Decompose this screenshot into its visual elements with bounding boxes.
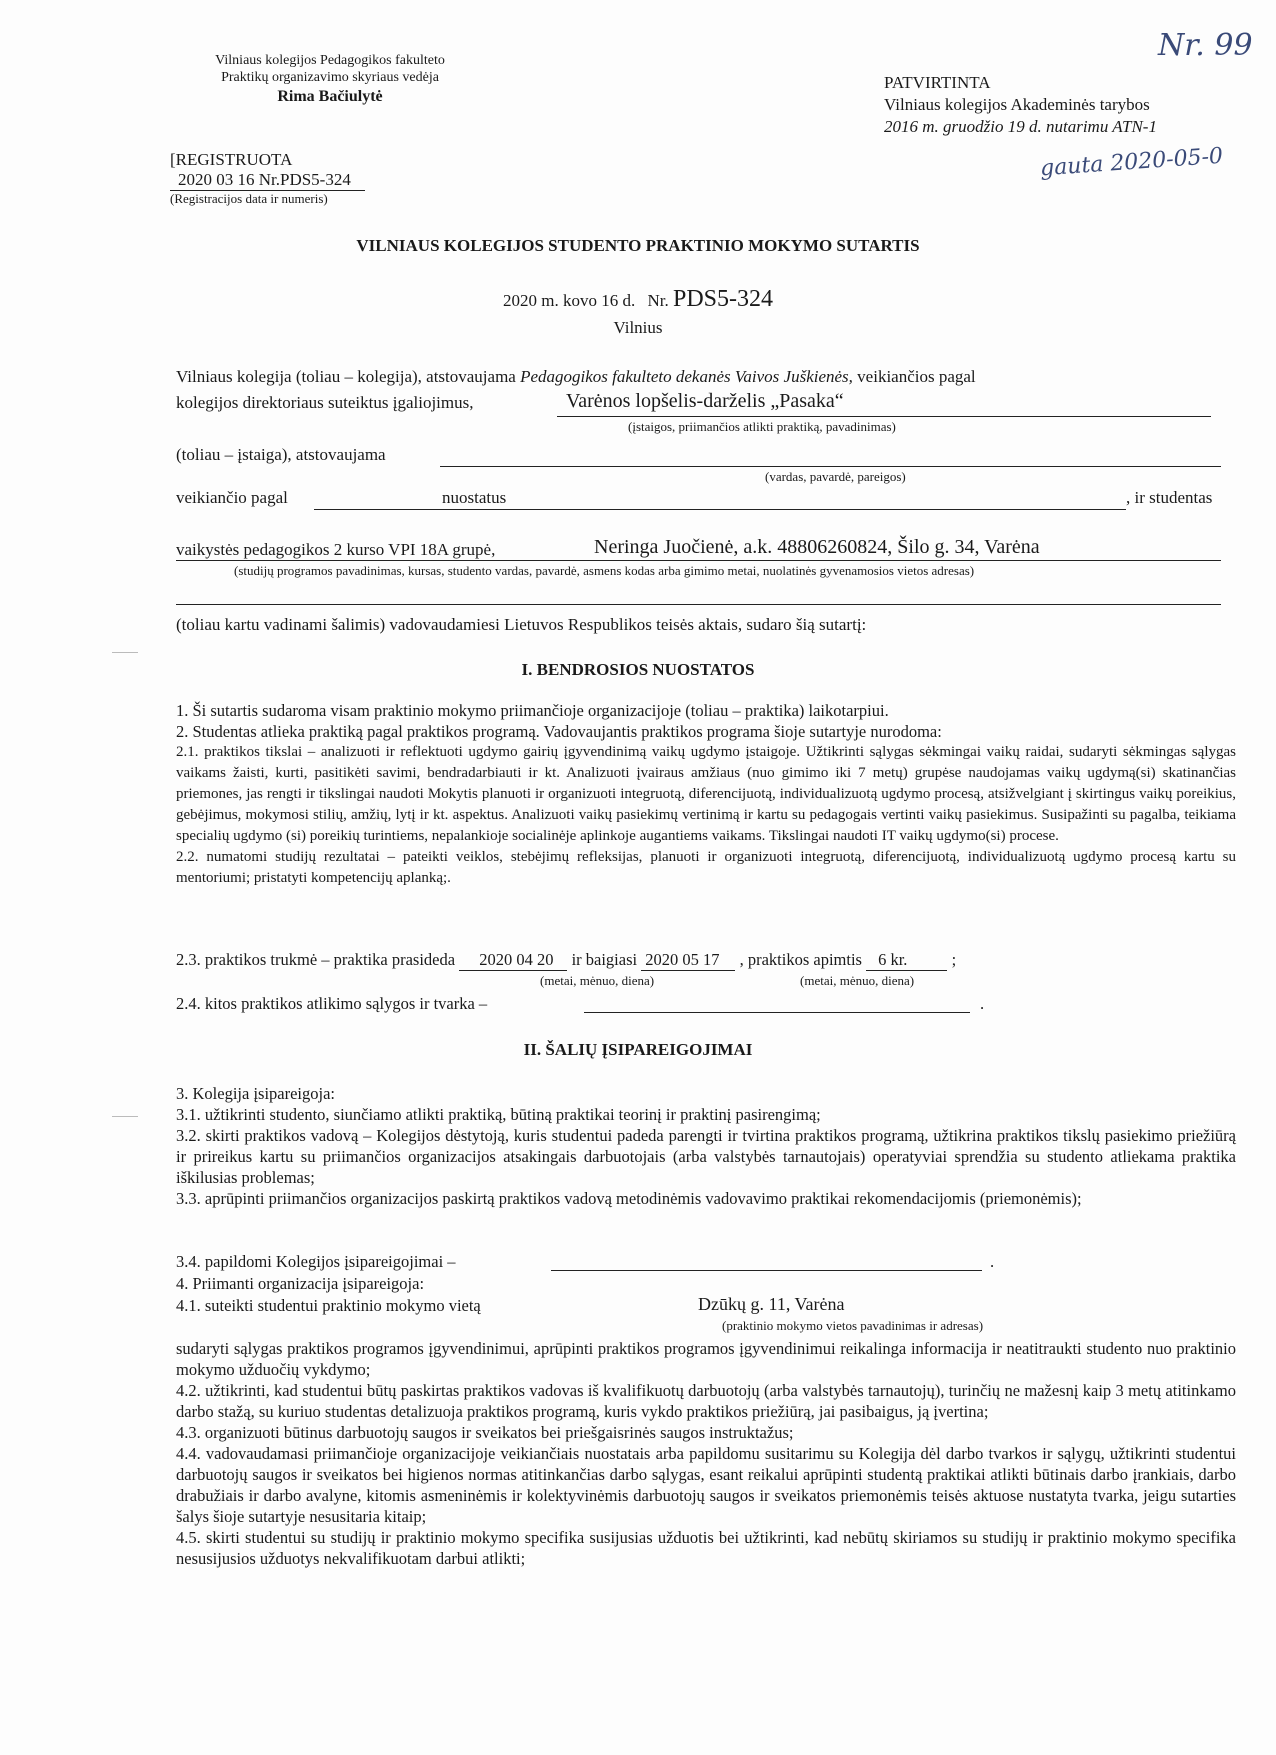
clause-4-4: 4.4. vadovaudamasi priimančioje organizacijoje veikiančiais nuostatais arba papildomu susitarimu su Kolegija dėl darbo tvarkos ir sąlygų, užtikrinti studentui darbuotojų saugos ir sveikatos bei higienos normas atitinkančias darbo sąlygas, esant reikalui aprūpinti studentą praktikai atlikti būtinais darbo įrankiais, darbo drabužiais ir darbo avalyne, kitomis asmeninėmis ir kolektyvinėmis darbuotojų saugos ir sveikatos priemonėmis teisės aktuose nustatyta tvarka, jeigu sutarties šalys šioje sutartyje nesusitaria kitaip;	[176, 1444, 1236, 1526]
clause-2-1: 2.1. praktikos tikslai – analizuoti ir reflektuoti ugdymo gairių įgyvendinimą vaikų ugdymo įstaigoje. Užtikrinti sąlygas sėkmingai vaikų raidai, sudaryti sėkmingas sąlygas vaikams žaisti, kurti, pasitikėti savimi, bendradarbiauti ir kt. Analizuoti įvairaus amžiaus (nuo gimimo iki 7 metų) grupėse naudojamas vaikų ugdymą(si) skatinančias priemones, jas rengti ir tikslingai naudoti Mokytis planuoti ir organizuoti integruotą, diferencijuotą, individualizuotą ugdymo procesą, atsižvelgiant į skirtingus vaikų poreikius, gebėjimus, mokymosi stilių, amžių, lytį ir kt. aspektus. Analizuoti vaikų pasiekimų vertinimą ir kartu su pedagogais vertinti vaikų pasiekimus. Susipažinti su pagalba, teikiama specialių ugdymo (si) poreikių turintiems, nepalankioje socialinėje aplinkoje augantiems vaikams. Tikslingai naudoti IT vaikų ugdymo(si) procese.	[176, 744, 1236, 844]
intro-p4-end: , ir studentas	[1126, 488, 1213, 507]
department-line: Praktikų organizavimo skyriaus vedėja	[221, 70, 439, 85]
institution-caption: (įstaigos, priimančios atlikti praktiką, pavadinimas)	[628, 419, 896, 434]
intro-p2-line	[176, 393, 473, 413]
practice-end: 2020 05 17	[641, 950, 735, 971]
clause-2-4: 2.4. kitos praktikos atlikimo sąlygos ir tvarka –	[176, 994, 488, 1013]
clause-4-1: 4.1. suteikti studentui praktinio mokymo vietą	[176, 1296, 481, 1315]
registration-block	[170, 150, 365, 207]
intro-p1-italic: Pedagogikos fakulteto dekanės Vaivos Juškienės,	[520, 367, 853, 386]
practice-place-caption: (praktinio mokymo vietos pavadinimas ir adresas)	[722, 1318, 984, 1333]
basis-underline	[314, 509, 1126, 510]
header-left-block	[180, 52, 480, 105]
representative-caption: (vardas, pavardė, pareigos)	[765, 469, 906, 484]
registration-caption: (Registracijos data ir numeris)	[170, 191, 328, 206]
contract-city: Vilnius	[613, 318, 663, 337]
clause-4: 4. Priimanti organizacija įsipareigoja:	[176, 1274, 425, 1293]
clause-3: 3. Kolegija įsipareigoja:	[176, 1084, 335, 1103]
section2-heading: II. ŠALIŲ ĮSIPAREIGOJIMAI	[523, 1040, 753, 1059]
margin-mark-1	[112, 652, 138, 653]
clause-1: 1. Ši sutartis sudaroma visam praktinio mokymo priimančioje organizacijoje (toliau – praktika) laikotarpiui.	[176, 701, 889, 720]
student-caption: (studijų programos pavadinimas, kursas, studento vardas, pavardė, asmens kodas arba gimimo metai, nuolatinės gyvenamosios vietos adresas)	[234, 563, 975, 578]
intro-block	[176, 365, 1236, 389]
clause-2-3-b: ir baigiasi	[571, 950, 638, 969]
approval-line1: Vilniaus kolegijos Akademinės tarybos	[884, 95, 1150, 114]
clause-2: 2. Studentas atlieka praktiką pagal praktikos programą. Vadovaujantis praktikos programa šioje sutartyje nurodoma:	[176, 722, 942, 741]
section1-body	[176, 700, 1236, 889]
start-date-caption: (metai, mėnuo, diena)	[540, 973, 655, 988]
clause-4-1-cont: sudaryti sąlygas praktikos programos įgyvendinimui, aprūpinti praktikos programos įgyvendinimui reikalinga informacija ir neatitraukti studento nuo praktinio mokymo užduočių vykdymo;	[176, 1339, 1236, 1379]
basis-value: nuostatus	[442, 488, 507, 507]
handwritten-received-date: gauta 2020-05-0	[1039, 143, 1224, 182]
clause-4-3: 4.3. organizuoti būtinus darbuotojų saugos ir sveikatos bei priešgaisrinės saugos instruktažus;	[176, 1423, 794, 1442]
clause-3-1: 3.1. užtikrinti studento, siunčiamo atlikti praktiką, būtiną praktikai teorinį ir praktinį pasirengimą;	[176, 1105, 821, 1124]
practice-credits: 6 kr.	[866, 950, 947, 971]
clause-3-3: 3.3. aprūpinti priimančios organizacijos paskirtą praktikos vadovą metodinėmis vadovavimo praktikai rekomendacijomis (priemonėmis);	[176, 1189, 1082, 1208]
intro-p1-end: veikiančios pagal	[857, 367, 976, 386]
clause-4-5: 4.5. skirti studentui su studijų ir praktinio mokymo specifika susijusias užduotis bei užtikrinti, kad nebūtų skiriamos su studijų ir praktinio mokymo specifika nesusijusios užduotys nekvalifikuotam darbui atlikti;	[176, 1528, 1236, 1568]
intro-p2: kolegijos direktoriaus suteiktus įgaliojimus,	[176, 393, 474, 412]
clause-2-3-d: ;	[951, 950, 957, 969]
intro-p4: veikiančio pagal	[176, 488, 288, 507]
approval-line2: 2016 m. gruodžio 19 d. nutarimu ATN-1	[884, 117, 1157, 136]
representative-underline	[440, 466, 1221, 467]
intro-p1: Vilniaus kolegija (toliau – kolegija), atstovaujama	[176, 367, 516, 386]
margin-mark-2	[112, 1116, 138, 1117]
practice-start: 2020 04 20	[459, 950, 567, 971]
institution-underline	[557, 416, 1211, 417]
practice-place: Dzūkų g. 11, Varėna	[698, 1294, 845, 1314]
date-line	[0, 286, 1276, 313]
registration-label: [REGISTRUOTA	[170, 150, 293, 169]
clause-2-2: 2.2. numatomi studijų rezultatai – pateikti veiklos, stebėjimų refleksijas, planuoti ir organizuoti integruotą, diferencijuotą, individualizuotą ugdymo procesą kartu su mentoriumi; pristatyti kompetencijų aplanką;.	[176, 849, 1236, 886]
clause-2-4-underline	[584, 1012, 970, 1013]
clause-2-3-row	[176, 950, 956, 971]
approved-label: PATVIRTINTA	[884, 73, 991, 92]
clause-3-4-dot: .	[990, 1252, 995, 1271]
faculty-line: Vilniaus kolegijos Pedagogikos fakulteto	[215, 53, 445, 68]
section2-body-a	[176, 1083, 1236, 1209]
student-value: Neringa Juočienė, a.k. 48806260824, Šilo g. 34, Varėna	[594, 536, 1040, 558]
clause-2-4-dot: .	[980, 994, 985, 1013]
clause-3-4-underline	[551, 1270, 982, 1271]
section1-heading: I. BENDROSIOS NUOSTATOS	[521, 660, 755, 679]
handwritten-number: Nr. 99	[1158, 28, 1253, 63]
clause-4-2: 4.2. užtikrinti, kad studentui būtų paskirtas praktikos vadovas iš kvalifikuotų darbuotojų (arba valstybės tarnautojų), turinčių ne mažesnį kaip 3 metų atitinkamo darbo stažą, su kuriuo studentas detalizuoja praktikos programą, kuris vykdo praktikos priežiūrą, jai pasibaigus, ją įvertina;	[176, 1381, 1236, 1421]
clause-3-4: 3.4. papildomi Kolegijos įsipareigojimai –	[176, 1252, 456, 1271]
contract-date: 2020 m. kovo 16 d.	[502, 291, 636, 310]
student-underline	[176, 560, 1221, 561]
clause-2-3-a: 2.3. praktikos trukmė – praktika prasideda	[176, 950, 456, 969]
contract-nr-value: PDS5-324	[672, 286, 773, 312]
extra-underline	[176, 604, 1221, 605]
section2-body-b	[176, 1338, 1236, 1569]
clause-3-2: 3.2. skirti praktikos vadovą – Kolegijos dėstytoją, kuris studentui padeda parengti ir tvirtina praktikos programą, užtikrina praktikos tikslų pasiekimo priežiūrą ir prireikus kartu su priimančios organizacijos atsakingais darbuotojais (arba valstybės tarnautojais) operatyviai sprendžia su studento atliekama praktika iškilusias problemas;	[176, 1126, 1236, 1187]
registration-value: 2020 03 16 Nr.PDS5-324	[170, 170, 365, 191]
signatory-name: Rima Bačiulytė	[277, 88, 383, 105]
institution-name: Varėnos lopšelis-darželis „Pasaka“	[566, 390, 844, 412]
end-date-caption: (metai, mėnuo, diena)	[800, 973, 915, 988]
contract-nr-label: Nr.	[647, 291, 669, 310]
clause-2-3-c: , praktikos apimtis	[739, 950, 862, 969]
intro-p5: (toliau kartu vadinami šalimis) vadovaudamiesi Lietuvos Respublikos teisės aktais, sudaro šią sutartį:	[176, 615, 867, 634]
document-title: VILNIAUS KOLEGIJOS STUDENTO PRAKTINIO MOKYMO SUTARTIS	[356, 236, 920, 255]
approval-block	[884, 72, 1157, 138]
program-value: vaikystės pedagogikos 2 kurso VPI 18A grupė,	[176, 540, 496, 559]
intro-p3: (toliau – įstaiga), atstovaujama	[176, 445, 386, 464]
